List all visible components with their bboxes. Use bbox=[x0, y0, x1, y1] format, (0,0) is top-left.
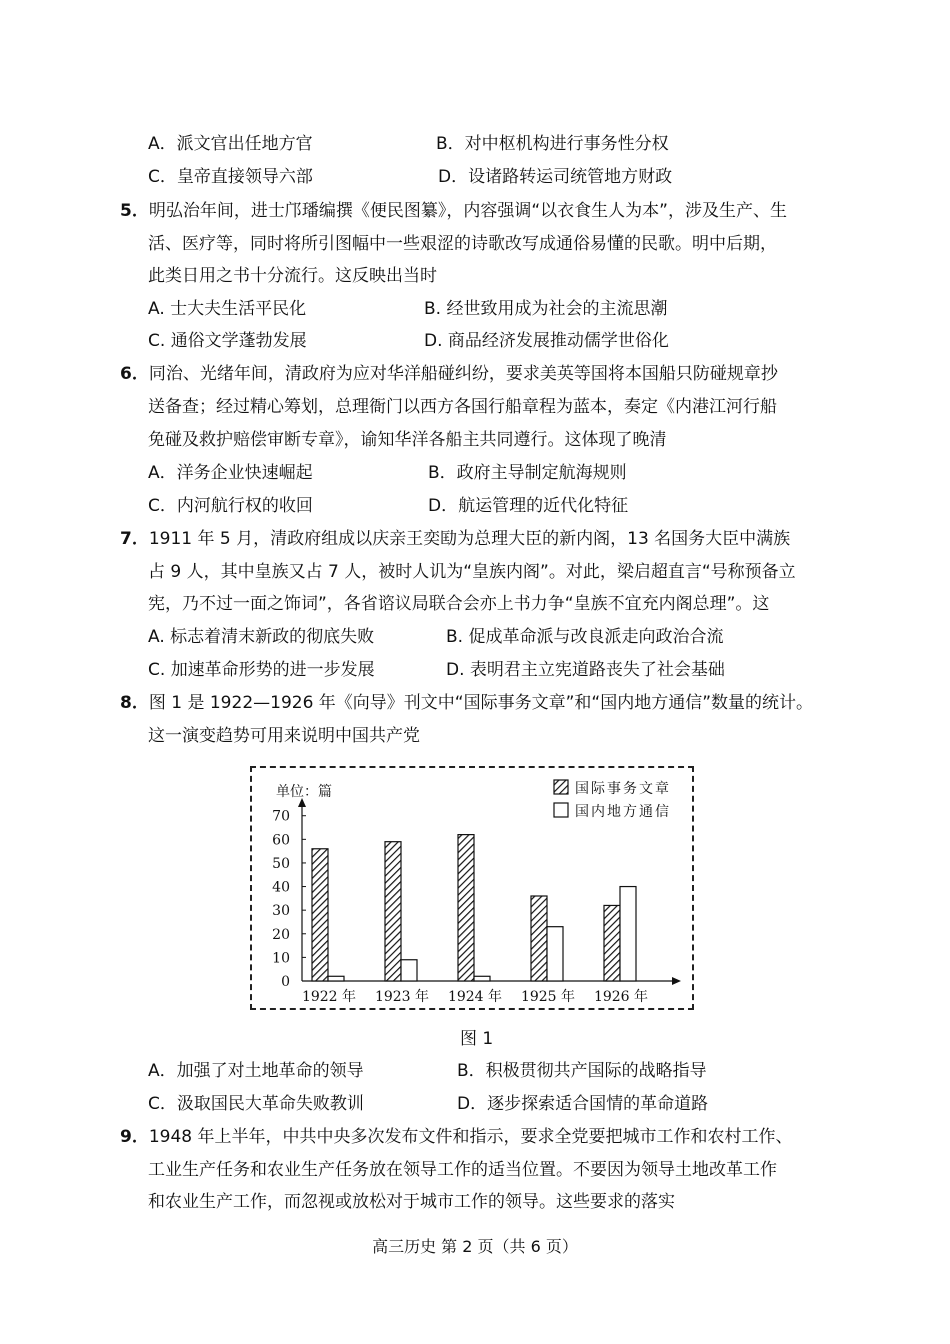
q4-option-a[interactable]: A．派文官出任地方官 bbox=[148, 134, 313, 154]
q4-option-b[interactable]: B．对中枢机构进行事务性分权 bbox=[436, 134, 669, 154]
y-unit-label: 单位：篇 bbox=[276, 784, 332, 800]
q5-stem-line: 此类日用之书十分流行。这反映出当时 bbox=[148, 266, 437, 286]
q9-stem-line: 和农业生产工作，而忽视或放松对于城市工作的领导。这些要求的落实 bbox=[148, 1192, 675, 1212]
q5-option-c[interactable]: C. 通俗文学蓬勃发展 bbox=[148, 331, 307, 351]
q4-option-c[interactable]: C．皇帝直接领导六部 bbox=[148, 167, 313, 187]
x-tick-label: 1926 年 bbox=[593, 989, 649, 1005]
q6-option-a[interactable]: A．洋务企业快速崛起 bbox=[148, 463, 313, 483]
y-tick-label: 0 bbox=[281, 974, 290, 990]
y-tick-label: 10 bbox=[272, 950, 290, 967]
x-tick-label: 1925 年 bbox=[520, 989, 576, 1005]
x-axis-arrow bbox=[672, 977, 681, 985]
legend-swatch bbox=[554, 780, 568, 794]
x-tick-label: 1924 年 bbox=[447, 989, 503, 1005]
figure-1-chart-frame bbox=[250, 766, 694, 1010]
q5-stem-line: 活、医疗等，同时将所引图幅中一些艰涩的诗歌改写成通俗易懂的民歌。明中后期， bbox=[148, 234, 777, 254]
q5-stem-line: 5．明弘治年间，进士邝璠编撰《便民图纂》，内容强调“以衣食生人为本”，涉及生产、生 bbox=[120, 201, 787, 221]
q5-option-a[interactable]: A. 士大夫生活平民化 bbox=[148, 299, 307, 319]
q7-option-c[interactable]: C. 加速革命形势的进一步发展 bbox=[148, 660, 375, 680]
q5-option-d[interactable]: D. 商品经济发展推动儒学世俗化 bbox=[424, 331, 669, 351]
figure-caption: 图 1 bbox=[460, 1029, 494, 1049]
bar-international-affairs bbox=[312, 849, 328, 981]
y-tick-label: 50 bbox=[272, 855, 290, 872]
q5-number: 5． bbox=[120, 201, 149, 221]
q7-stem-line: 7．1911 年 5 月，清政府组成以庆亲王奕劻为总理大臣的新内阁，13 名国务大臣中满族 bbox=[120, 529, 791, 549]
q6-number: 6． bbox=[120, 364, 149, 384]
bar-international-affairs bbox=[385, 842, 401, 981]
q7-stem-line: 占 9 人，其中皇族又占 7 人，被时人讥为“皇族内阁”。对此，梁启超直言“号称预备立 bbox=[148, 562, 796, 582]
bar-domestic-correspondence bbox=[401, 960, 417, 981]
q8-stem-line: 8．图 1 是 1922—1926 年《向导》刊文中“国际事务文章”和“国内地方通信”数量的统计。 bbox=[120, 693, 814, 713]
q8-stem-line: 这一演变趋势可用来说明中国共产党 bbox=[148, 726, 420, 746]
legend-label: 国内地方通信 bbox=[575, 804, 671, 820]
q6-stem-line: 免碰及救护赔偿审断专章》，谕知华洋各船主共同遵行。这体现了晚清 bbox=[148, 430, 667, 450]
q6-option-c[interactable]: C．内河航行权的收回 bbox=[148, 496, 313, 516]
q8-option-a[interactable]: A．加强了对土地革命的领导 bbox=[148, 1061, 364, 1081]
bar-chart bbox=[252, 768, 692, 1008]
bar-domestic-correspondence bbox=[620, 887, 636, 981]
x-tick-label: 1922 年 bbox=[301, 989, 357, 1005]
bar-international-affairs bbox=[531, 896, 547, 981]
q8-option-b[interactable]: B．积极贯彻共产国际的战略指导 bbox=[457, 1061, 707, 1081]
q8-option-c[interactable]: C．汲取国民大革命失败教训 bbox=[148, 1094, 364, 1114]
q8-option-d[interactable]: D．逐步探索适合国情的革命道路 bbox=[457, 1094, 709, 1114]
bar-international-affairs bbox=[604, 905, 620, 981]
legend-label: 国际事务文章 bbox=[575, 781, 671, 797]
q7-option-a[interactable]: A. 标志着清末新政的彻底失败 bbox=[148, 627, 375, 647]
q6-stem-line: 6．同治、光绪年间，清政府为应对华洋船碰纠纷，要求美英等国将本国船只防碰规章抄 bbox=[120, 364, 778, 384]
q6-option-b[interactable]: B．政府主导制定航海规则 bbox=[428, 463, 627, 483]
q5-option-b[interactable]: B. 经世致用成为社会的主流思潮 bbox=[424, 299, 668, 319]
bar-domestic-correspondence bbox=[474, 976, 490, 981]
y-tick-label: 20 bbox=[272, 926, 290, 943]
x-tick-label: 1923 年 bbox=[374, 989, 430, 1005]
q7-number: 7． bbox=[120, 529, 149, 549]
y-tick-label: 70 bbox=[272, 808, 290, 825]
q7-option-d[interactable]: D. 表明君主立宪道路丧失了社会基础 bbox=[446, 660, 725, 680]
page-footer: 高三历史 第 2 页（共 6 页） bbox=[372, 1237, 578, 1256]
q7-stem-line: 宪，乃不过一面之饰词”，各省谘议局联合会亦上书力争“皇族不宜充内阁总理”。这 bbox=[148, 594, 770, 614]
q6-stem-line: 送备查；经过精心筹划，总理衙门以西方各国行船章程为蓝本，奏定《内港江河行船 bbox=[148, 397, 777, 417]
y-tick-label: 30 bbox=[272, 903, 290, 920]
bar-domestic-correspondence bbox=[547, 927, 563, 981]
bar-international-affairs bbox=[458, 835, 474, 981]
q7-option-b[interactable]: B. 促成革命派与改良派走向政治合流 bbox=[446, 627, 724, 647]
q8-number: 8． bbox=[120, 693, 149, 713]
q9-number: 9． bbox=[120, 1127, 149, 1147]
y-tick-label: 60 bbox=[272, 832, 290, 849]
q9-stem-line: 9．1948 年上半年，中共中央多次发布文件和指示，要求全党要把城市工作和农村工作、 bbox=[120, 1127, 793, 1147]
bar-domestic-correspondence bbox=[328, 976, 344, 981]
q4-option-d[interactable]: D．设诸路转运司统管地方财政 bbox=[438, 167, 673, 187]
legend-swatch bbox=[554, 803, 568, 817]
q9-stem-line: 工业生产任务和农业生产任务放在领导工作的适当位置。不要因为领导土地改革工作 bbox=[148, 1160, 777, 1180]
y-tick-label: 40 bbox=[272, 879, 290, 896]
q6-option-d[interactable]: D．航运管理的近代化特征 bbox=[428, 496, 629, 516]
